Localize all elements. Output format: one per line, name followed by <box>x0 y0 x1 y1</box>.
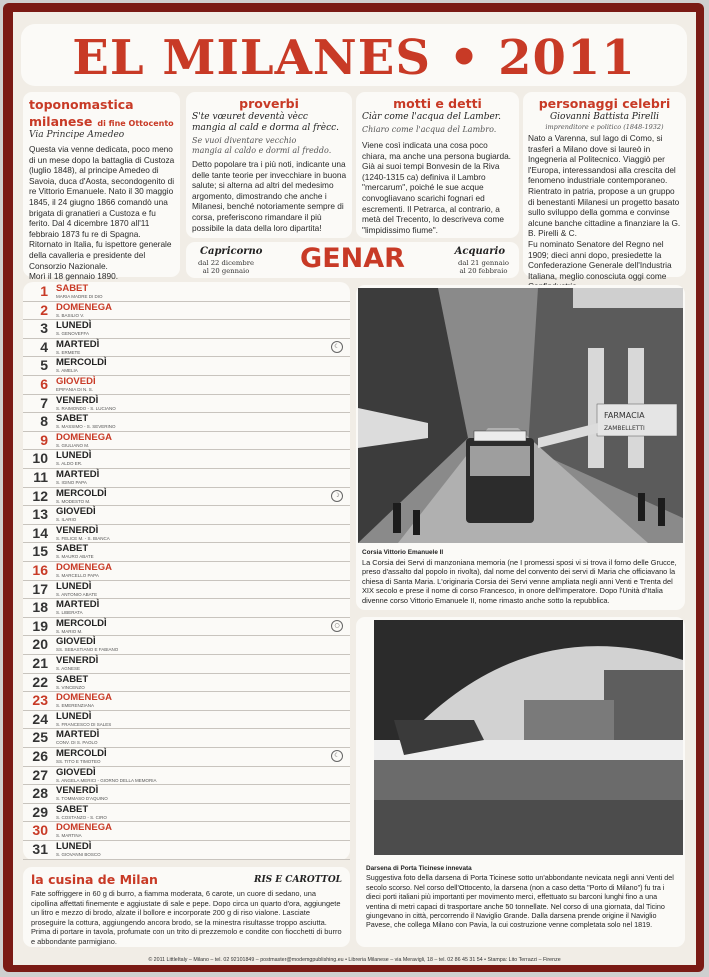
day-saint: S. GENOVEFFA <box>56 331 90 337</box>
day-saint: S. AGNESE <box>56 666 81 671</box>
day-row <box>23 747 350 767</box>
day-number: 18 <box>32 599 48 616</box>
day-row <box>23 394 350 414</box>
acquario-dates1: dal 21 gennaio <box>458 259 509 267</box>
day-row <box>23 821 350 841</box>
month-name: GENAR <box>300 243 405 274</box>
toponomastica-end: Morì il 18 gennaio 1890. <box>29 271 119 282</box>
day-number: 17 <box>32 580 48 597</box>
moon-phase-icon: ☾ <box>331 341 343 353</box>
day-number: 23 <box>32 692 48 709</box>
day-name: LUNEDÌ <box>56 841 92 852</box>
day-saint: S. MARCELLO PAPA <box>56 573 99 578</box>
day-row <box>23 580 350 600</box>
day-saint: S. RAIMONDO - S. LUCIANO <box>56 405 116 411</box>
photo2-caption-title: Darsena di Porta Ticinese innevata <box>366 865 472 872</box>
day-number: 21 <box>32 655 48 671</box>
proverbi-body: Detto popolare tra i più noti, indicante una delle tante teorie per invecchiare in buona salute; si alterna ad altri del medesimo argomento, dimostrando che anche i Milanesi, benché notoriamente sempre di corsa, preferiscono rimandare il più possibile la data della loro dipartita! <box>192 159 347 233</box>
day-name: DOMENEGA <box>56 301 112 313</box>
day-row <box>23 654 350 674</box>
title-banner <box>21 24 687 86</box>
day-name: GIOVEDÌ <box>56 376 96 387</box>
darsena-photo-svg <box>374 620 683 855</box>
day-saint: S. ILARIO <box>56 517 77 523</box>
day-number: 5 <box>40 357 48 374</box>
day-row <box>23 803 350 823</box>
day-saint: S. MARTINA <box>56 833 82 839</box>
day-name: GIOVEDÌ <box>56 766 96 778</box>
day-row <box>23 338 350 358</box>
day-row <box>23 282 350 302</box>
proverbi-box <box>186 92 352 238</box>
day-name: DOMENEGA <box>56 562 112 573</box>
day-name: MARTEDÌ <box>56 599 100 611</box>
day-name: VENERDÌ <box>56 655 99 666</box>
day-row <box>23 710 350 730</box>
days-list <box>23 282 350 860</box>
day-name: DOMENEGA <box>56 822 112 834</box>
day-saint: S. GIOVANNI BOSCO <box>56 852 101 857</box>
day-number: 6 <box>40 376 48 392</box>
day-name: MERCOLDÌ <box>56 617 107 629</box>
day-row <box>23 301 350 321</box>
day-row <box>23 598 350 618</box>
acquario-sign: Acquario <box>454 246 505 257</box>
day-saint: SS. TITO E TIMOTEO <box>56 759 101 764</box>
day-saint: S. MODESTO M. <box>56 498 91 504</box>
personaggi-box <box>523 92 686 281</box>
day-saint: S. COSTANZO - S. CIRO <box>56 814 107 820</box>
day-number: 8 <box>40 413 48 430</box>
photo1-caption <box>362 547 680 606</box>
day-row <box>23 728 350 748</box>
day-row <box>23 412 350 432</box>
day-name: MERCOLDÌ <box>56 487 107 499</box>
day-number: 28 <box>32 785 48 802</box>
personaggi-title: personaggi celebri <box>538 96 671 111</box>
photo-corso-vittorio-emanuele <box>358 288 683 543</box>
moon-phase-icon: ☾ <box>331 750 343 762</box>
toponomastica-title: toponomastica <box>29 97 134 112</box>
day-name: MERCOLDÌ <box>56 748 107 759</box>
month-banner <box>186 242 519 278</box>
day-row <box>23 542 350 562</box>
motti-box <box>356 92 519 238</box>
day-row <box>23 561 350 581</box>
day-saint: S. AMELIA <box>56 368 78 374</box>
day-saint: S. GIULIANO M. <box>56 442 90 448</box>
capricorno-dates1: dal 22 dicembre <box>198 259 254 267</box>
toponomastica-body <box>29 144 175 282</box>
day-saint: EPIFANIA DI N. S. <box>56 387 94 392</box>
toponomastica-subtitle: Via Principe Amedeo <box>29 130 125 140</box>
day-number: 19 <box>32 617 48 634</box>
day-number: 24 <box>32 710 48 727</box>
day-row <box>23 505 350 525</box>
day-number: 26 <box>32 748 48 764</box>
day-name: LUNEDÌ <box>56 580 92 592</box>
proverbi-line2: mangia al cald e dorma al frècc. <box>192 123 340 133</box>
day-row <box>23 487 350 507</box>
day-name: SABET <box>56 803 89 815</box>
toponomastica-text: Questa via venne dedicata, poco meno di un mese dopo la battaglia di Custoza (luglio 1848), al principe Amedeo di Savoia, duca d'Aosta, secondogenito di re Vittorio Emanuele. Nato il 30 maggio 1845, il 24 giugno 1866 comandò una brigata di granatieri a Custoza e fu ferito. Dal 4 dicembre 1870 all'11 febbraio 1873 fu re di Spagna. Ritornato in Italia, fu ispettore generale della cavalleria e presidente del Consorzio Nazionale. <box>29 144 175 271</box>
day-name: LUNEDÌ <box>56 320 92 332</box>
day-row <box>23 691 350 711</box>
proverbi-saying <box>192 112 339 134</box>
acquario-dates2: al 20 febbraio <box>459 267 508 275</box>
toponomastica-title-line2 <box>29 111 174 130</box>
street-photo-svg <box>358 288 683 543</box>
personaggi-role: imprenditore e politico (1848-1932) <box>545 123 664 131</box>
photo1-caption-text: La Corsia dei Servi di manzoniana memoria (ne I promessi sposi vi si trova il forno delle Grucce, preso d'assalto dal popolo in rivolta), dal nome del convento dei servi di Maria che officiavano la chiesa di Santa Maria. L'originaria Corsia dei Servi venne ampliata negli anni Venti e Trenta del XIX secolo e prese il nome di corso Francesco, in onore dell'imperatore. Dopo l'Unità d'Italia divenne corso Vittorio Emanuele II, nome rimasto anche sotto la repubblica. <box>362 557 677 605</box>
motti-title: motti e detti <box>393 96 482 111</box>
proverbi-tr1: Se vuoi diventare vecchio <box>192 136 297 145</box>
cucina-title: la cusina de Milan <box>31 872 158 887</box>
day-number: 22 <box>32 673 48 690</box>
day-saint: S. MARIO M. <box>56 628 83 634</box>
day-number: 2 <box>40 301 48 318</box>
day-number: 29 <box>32 803 48 820</box>
pharmacy-sign-text: FARMACIA <box>604 411 645 420</box>
pharmacy-sign-text2: ZAMBELLETTI <box>604 425 645 432</box>
photo1-box <box>356 285 685 610</box>
personaggi-body2: Fu nominato Senatore del Regno nel 1909; dieci anni dopo, presiedette la Confederazione Generale dell'Industria Italiana, meglio conosciuta oggi come <box>528 238 672 281</box>
day-number: 31 <box>32 841 48 857</box>
day-name: VENERDÌ <box>56 524 99 536</box>
day-saint: MARIA MADRE DI DIO <box>56 294 103 299</box>
day-saint: S. ANTONIO ABATE <box>56 591 98 597</box>
motti-body: Viene così indicata una cosa poco chiara, ma anche una persona bugiarda. Già ai suoi tempi Bonvesin de la Riva (1240-1315 ca) definiva il Lambro "mercarum", poiché le sue acque convogliavano scarichi fognari ed escrementi. Il Petrarca, al contrario, a metà del Trecento, lo descriveva come "limpidissimo fiume". <box>362 140 511 235</box>
day-number: 16 <box>32 562 48 578</box>
day-row <box>23 784 350 804</box>
photo2-caption-text: Suggestiva foto della darsena di Porta Ticinese sotto un'abbondante nevicata negli anni Venti del secolo scorso. Nel corso dell'Ottocento, la darsena (non a caso detta "Porto di Milano") fu tra i dieci porti italiani più importanti per movimento merci, effettuato su barconi lunghi fino a una ventina di metri capaci di trasportare anche 50 tonnellate. Nel corso di una giornata, dal Ticino giungevano in città, percorrendo il Naviglio Grande. Dalla darsena prende origine il Naviglio Pavese, che collega Milano con Pavia, la cui costruzione venne completata solo nel 1819. <box>366 873 674 930</box>
proverbi-tr2: mangia al caldo e dormi al freddo. <box>192 146 332 155</box>
day-number: 10 <box>32 450 48 467</box>
day-number: 12 <box>32 487 48 504</box>
day-saint: S. EMERENZIANA <box>56 703 95 709</box>
day-saint: S. LIBERATA <box>56 610 83 616</box>
photo1-caption-title: Corsia Vittorio Emanuele II <box>362 549 444 556</box>
day-row <box>23 356 350 376</box>
day-saint: S. MAURO ABATE <box>56 554 94 560</box>
day-row <box>23 468 350 488</box>
day-row <box>23 766 350 786</box>
moon-phase-icon: ☽ <box>331 490 343 502</box>
day-row <box>23 375 350 395</box>
capricorno-sign: Capricorno <box>200 246 263 257</box>
footer-credits: © 2011 LittleItaly – Milano – tel. 02 92101849 – postmaster@modemgpublishing.eu • Libreria Milanese – via Meravigli, 18 – tel. 02 86 45 31 54 • Stampa: Lito Terrazzi – Firenze <box>148 957 561 963</box>
day-number: 11 <box>33 469 48 485</box>
day-name: MARTEDÌ <box>56 338 100 350</box>
day-name: GIOVEDÌ <box>56 506 96 518</box>
photo-darsena <box>374 620 683 855</box>
motti-saying: Ciàr come l'acqua del Lamber. <box>362 112 501 122</box>
day-number: 13 <box>32 506 48 523</box>
day-saint: S. IGINO PAPA <box>56 480 87 485</box>
day-name: MARTEDÌ <box>56 469 100 480</box>
proverbi-line1: S'te vœuret deventà vècc <box>192 112 308 122</box>
proverbi-translation <box>192 136 331 156</box>
day-name: DOMENEGA <box>56 692 112 704</box>
motti-translation: Chiaro come l'acqua del Lambro. <box>362 125 497 134</box>
cucina-body: Fate soffriggere in 60 g di burro, a fiamma moderata, 6 carote, un cuore di sedano, una cipollina affettati finemente e aggiustate di sale e pepe. Dopo circa un quarto d'ora, aggiungete un litro e mezzo di brodo, alzate il bollore e incorporate 200 g di riso vialone. Lasciate proseguire la cottura, aggiungendo ancora brodo, se la minestra risultasse troppo asciutta. Prima di portare in tavola, profumate con un trito di prezzemolo e condite con fiocchetti di burro e abbondante parmigiano. <box>31 889 342 946</box>
day-number: 27 <box>32 766 48 783</box>
day-name: DOMENEGA <box>56 431 112 443</box>
day-name: MARTEDÌ <box>56 729 100 741</box>
day-number: 15 <box>32 543 48 560</box>
toponomastica-title-milanese: milanese <box>29 114 93 129</box>
personaggi-body1: Nato a Varenna, sul lago di Como, si trasferì a Milano dove si laureò in Ingegneria al Politecnico. Viaggiò per l'Europa, interessandosi alla crescita del fenomeno industriale contemporaneo. Rientrato in patria, propose a un gruppo di benestanti Milanesi un progetto basato sullo sviluppo della gomma e convinse alcune banche cittadine a finanziare la G. B. Pirelli & C. <box>528 133 681 239</box>
cucina-dish: RIS E CAROTTOL <box>253 875 342 885</box>
moon-phase-icon: ○ <box>331 620 343 632</box>
day-name: LUNEDÌ <box>56 710 92 722</box>
day-number: 1 <box>40 283 48 299</box>
acquario-dates <box>458 259 509 275</box>
day-saint: S. FELICE M. - S. BIANCA <box>56 535 110 541</box>
calendar-page <box>13 12 696 965</box>
day-saint: S. ERMETE <box>56 349 81 355</box>
toponomastica-box <box>23 92 180 282</box>
day-number: 25 <box>32 729 48 746</box>
day-saint: CONV. DI S. PAOLO <box>56 740 98 746</box>
toponomastica-title-suffix: di fine Ottocento <box>97 119 174 128</box>
day-name: SABET <box>56 543 89 555</box>
day-name: MERCOLDÌ <box>56 357 107 369</box>
day-number: 3 <box>40 320 48 337</box>
day-saint: S. ALDO ER. <box>56 461 83 467</box>
proverbi-title: proverbi <box>239 96 299 111</box>
capricorno-dates2: al 20 gennaio <box>202 267 250 275</box>
day-number: 30 <box>32 822 48 839</box>
day-saint: SS. SEBASTIANO E FABIANO <box>56 647 119 653</box>
day-name: VENERDÌ <box>56 785 99 797</box>
day-number: 4 <box>40 338 48 355</box>
day-row <box>23 524 350 544</box>
personaggi-name: Giovanni Battista Pirelli <box>549 112 660 122</box>
day-number: 7 <box>40 394 48 411</box>
day-number: 14 <box>32 524 48 541</box>
day-number: 9 <box>40 431 48 448</box>
day-row <box>23 673 350 693</box>
day-row <box>23 617 350 637</box>
calendar-title: EL MILANES • 2011 <box>72 30 636 86</box>
day-saint: S. VINCENZO <box>56 684 85 690</box>
day-saint: S. FRANCESCO DI SALES <box>56 721 112 727</box>
day-name: VENERDÌ <box>56 394 99 406</box>
day-row <box>23 431 350 451</box>
day-saint: S. MASSIMO - S. SEVERINO <box>56 424 116 430</box>
day-number: 20 <box>32 636 48 653</box>
day-saint: S. ANGELA MERICI - GIORNO DELLA MEMORIA <box>56 777 157 783</box>
day-row <box>23 319 350 339</box>
day-name: GIOVEDÌ <box>56 636 96 648</box>
personaggi-body <box>528 133 682 292</box>
photo2-box <box>356 617 685 947</box>
day-name: SABET <box>56 283 89 294</box>
day-saint: S. BASILIO V. <box>56 312 85 318</box>
day-saint: S. TOMMASO D'AQUINO <box>56 796 108 802</box>
day-row <box>23 449 350 469</box>
day-name: LUNEDÌ <box>56 450 92 462</box>
photo2-caption <box>366 863 678 930</box>
cucina-box <box>23 867 350 947</box>
day-name: SABET <box>56 673 89 685</box>
day-row <box>23 635 350 655</box>
day-row <box>23 840 350 860</box>
day-name: SABET <box>56 413 89 425</box>
